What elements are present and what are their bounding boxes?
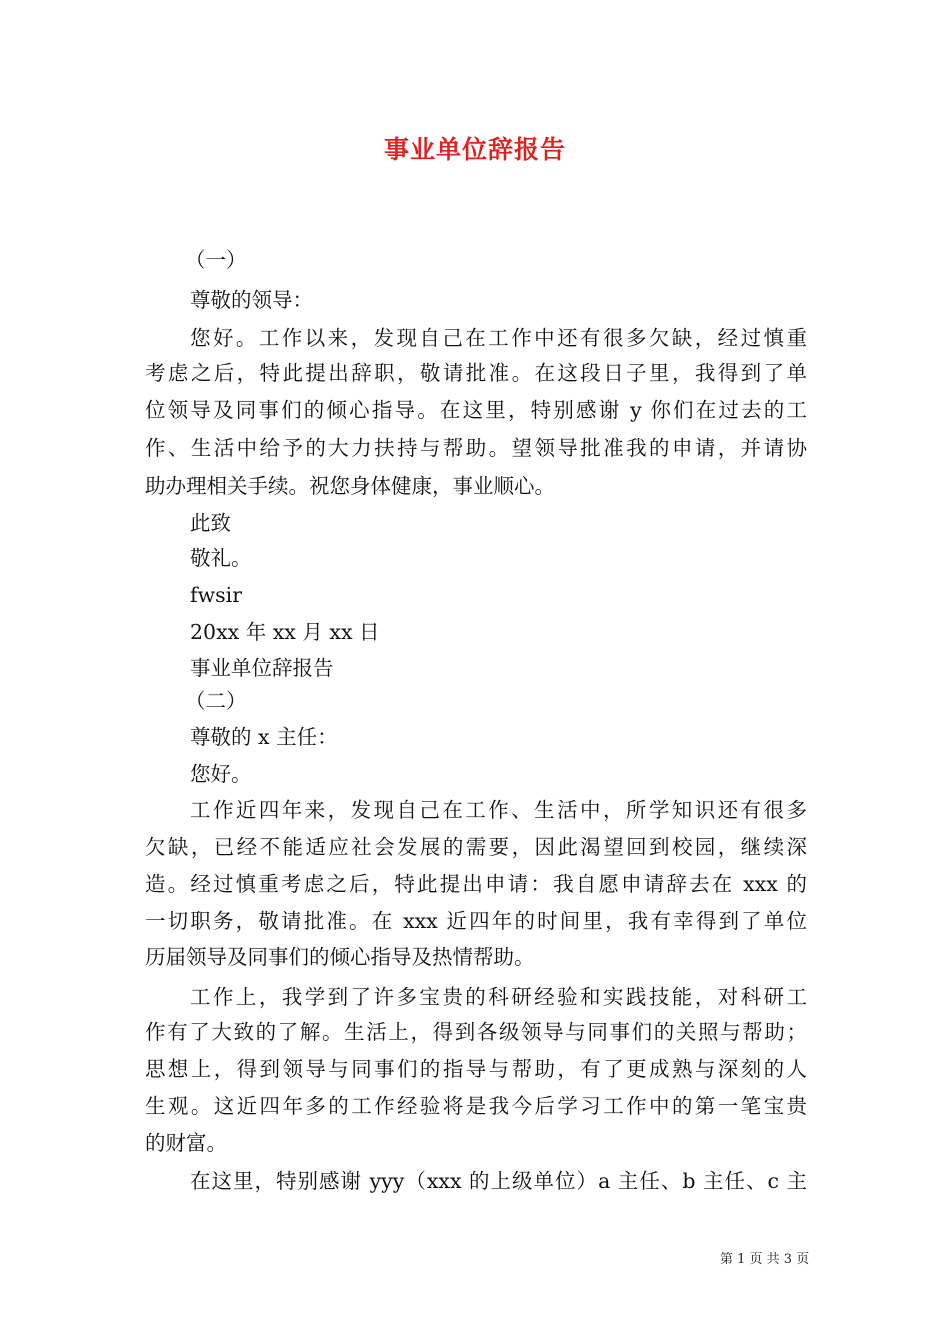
body-line-26: 在这里，特别感谢 yyy（xxx 的上级单位）a 主任、b 主任、c 主 — [190, 1169, 807, 1193]
body-line-17: 欠缺，已经不能适应社会发展的需要，因此渴望回到校园，继续深 — [145, 835, 807, 859]
body-line-24: 生观。这近四年多的工作经验将是我今后学习工作中的第一笔宝贵 — [145, 1094, 807, 1118]
body-line-7: 助办理相关手续。祝您身体健康，事业顺心。 — [145, 474, 555, 498]
body-line-22: 作有了大致的了解。生活上，得到各级领导与同事们的关照与帮助； — [145, 1020, 807, 1044]
body-line-11: 20xx 年 xx 月 xx 日 — [190, 620, 380, 644]
body-line-10: fwsir — [190, 583, 243, 607]
page-title: 事业单位辞报告 — [383, 135, 566, 164]
body-line-21: 工作上，我学到了许多宝贵的科研经验和实践技能，对科研工 — [190, 985, 807, 1009]
body-line-8: 此致 — [190, 511, 231, 535]
body-line-15: 您好。 — [190, 762, 252, 786]
body-line-12: 事业单位辞报告 — [190, 656, 334, 680]
page-number-footer: 第 1 页 共 3 页 — [720, 1252, 810, 1267]
body-line-6: 作、生活中给予的大力扶持与帮助。望领导批准我的申请，并请协 — [145, 436, 807, 460]
body-line-13: （二） — [185, 689, 247, 713]
body-line-4: 考虑之后，特此提出辞职，敬请批准。在这段日子里，我得到了单 — [145, 361, 807, 385]
body-line-20: 历届领导及同事们的倾心指导及热情帮助。 — [145, 945, 535, 969]
body-line-1: （一） — [185, 248, 247, 272]
body-line-14: 尊敬的 x 主任： — [190, 725, 338, 749]
body-line-3: 您好。工作以来，发现自己在工作中还有很多欠缺，经过慎重 — [190, 326, 807, 350]
body-line-5: 位领导及同事们的倾心指导。在这里，特别感谢 y 你们在过去的工 — [145, 398, 807, 422]
body-line-16: 工作近四年来，发现自己在工作、生活中，所学知识还有很多 — [190, 798, 807, 822]
body-line-23: 思想上，得到领导与同事们的指导与帮助，有了更成熟与深刻的人 — [145, 1057, 807, 1081]
body-line-9: 敬礼。 — [190, 546, 252, 570]
body-line-2: 尊敬的领导： — [190, 288, 313, 312]
body-line-19: 一切职务，敬请批准。在 xxx 近四年的时间里，我有幸得到了单位 — [145, 909, 807, 933]
body-line-18: 造。经过慎重考虑之后，特此提出申请：我自愿申请辞去在 xxx 的 — [145, 872, 807, 896]
body-line-25: 的财富。 — [145, 1131, 227, 1155]
